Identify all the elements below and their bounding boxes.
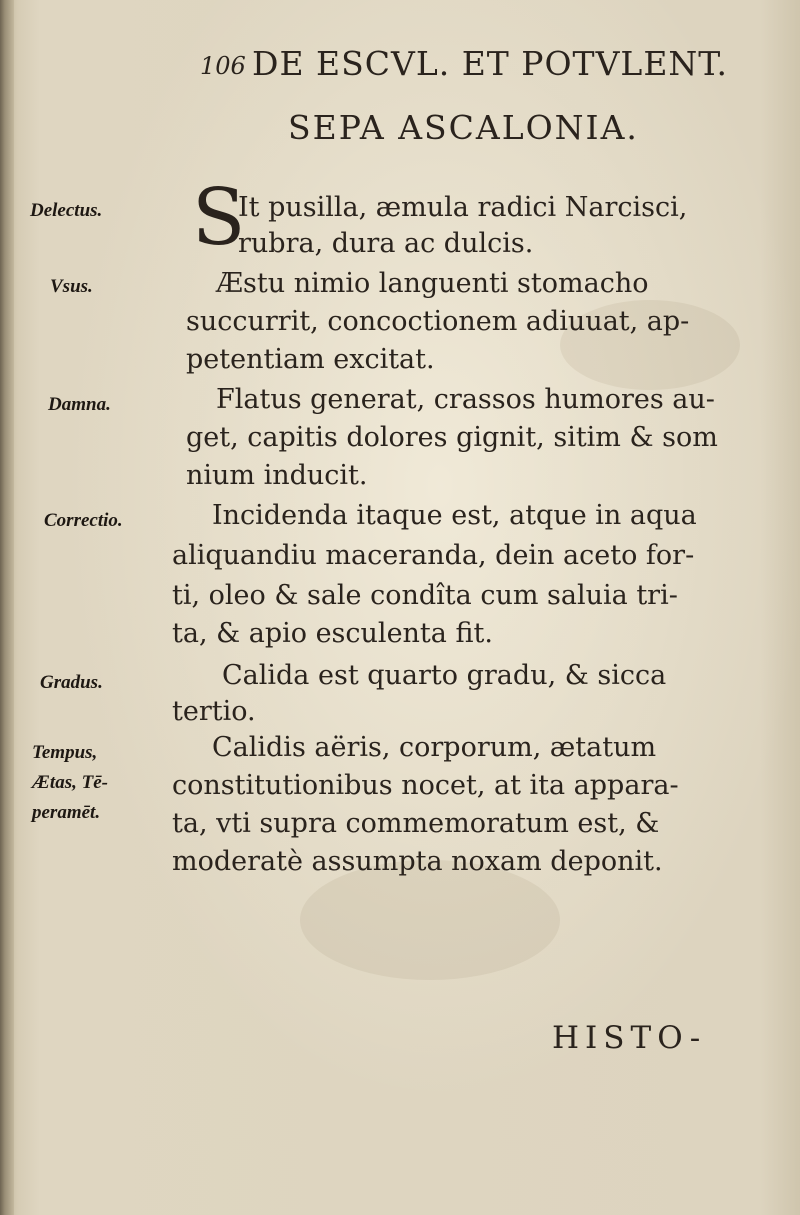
body-line: It pusilla, æmula radici Narcisci, — [238, 192, 688, 223]
page-header — [200, 40, 780, 90]
body-line: Æstu nimio languenti stomacho — [216, 268, 649, 299]
running-head: DE ESCVL. ET POTVLENT. — [252, 44, 728, 83]
catchword: HISTO- — [552, 1020, 707, 1056]
body-line: constitutionibus nocet, at ita appara- — [172, 770, 679, 801]
sidenote-tempus-line: peramēt. — [32, 802, 101, 823]
body-line: ta, vti supra commemoratum est, & — [172, 808, 660, 839]
body-line: ti, oleo & sale condîta cum saluia tri- — [172, 580, 678, 611]
body-line: succurrit, concoctionem adiuuat, ap- — [186, 306, 690, 337]
body-line: Calida est quarto gradu, & sicca — [222, 660, 667, 691]
sidenote-tempus-line: Ætas, Tē- — [32, 772, 108, 793]
body-line: get, capitis dolores gignit, sitim & som — [186, 422, 718, 453]
body-line: Flatus generat, crassos humores au- — [216, 384, 715, 415]
sidenote-correctio: Correctio. — [44, 510, 123, 531]
body-line: Incidenda itaque est, atque in aqua — [212, 500, 697, 531]
sidenote-tempus-line: Tempus, — [32, 742, 98, 763]
sidenote-gradus: Gradus. — [40, 672, 103, 693]
sidenote-damna: Damna. — [48, 394, 111, 415]
page-binding-shadow — [0, 0, 14, 1215]
section-title: SEPA ASCALONIA. — [288, 108, 639, 147]
drop-cap-initial: S — [192, 173, 246, 263]
body-line: Calidis aëris, corporum, ætatum — [212, 732, 657, 763]
sidenote-delectus: Delectus. — [30, 200, 103, 221]
body-line: nium inducit. — [186, 460, 368, 491]
sidenote-usus: Vsus. — [50, 276, 93, 297]
page-number: 106 — [200, 52, 246, 80]
body-line: moderatè assumpta noxam deponit. — [172, 846, 663, 877]
body-line: ta, & apio esculenta fit. — [172, 618, 493, 649]
body-line: rubra, dura ac dulcis. — [238, 228, 534, 259]
body-line: petentiam excitat. — [186, 344, 435, 375]
body-line: tertio. — [172, 696, 256, 727]
body-line: aliquandiu maceranda, dein aceto for- — [172, 540, 695, 571]
